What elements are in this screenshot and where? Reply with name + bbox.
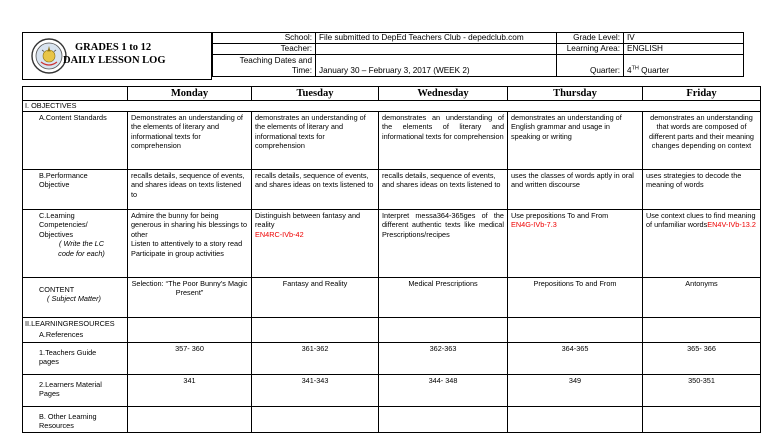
day-tuesday: Tuesday [252,87,379,101]
objectives-heading-row [23,101,761,112]
performance-label-1: B.Performance [39,170,88,180]
lm-friday: 350-351 [643,374,761,406]
day-wednesday: Wednesday [379,87,508,101]
teacher-label: Teacher: [213,44,316,55]
tg-label-1: 1.Teachers Guide [39,347,97,357]
other-label [23,406,128,432]
quarter-label: Quarter: [557,55,624,77]
lc-tuesday-text: Distinguish between fantasy and reality [255,210,361,229]
content-row [23,277,761,317]
dates-label [213,55,316,77]
performance-label-2: Objective [39,180,70,189]
lc-thursday-code: EN4G-IVb-7.3 [511,220,557,229]
area-value: ENGLISH [624,44,744,55]
cs-wednesday: demonstrates an understanding of the elements of literary and informational texts for comprehension [379,111,508,169]
dates-label-line1: Teaching Dates and [239,55,312,65]
objectives-heading: I. OBJECTIVES [23,101,761,112]
dates-value: January 30 – February 3, 2017 (WEEK 2) [316,55,557,77]
lesson-log-table [22,86,761,433]
lm-label-2: Pages [39,389,60,398]
lc-friday [643,209,761,277]
day-friday: Friday [643,87,761,101]
lm-label [23,374,128,406]
logo-title-box [22,32,212,80]
po-monday: recalls details, sequence of events, and shares ideas on texts listened to [128,169,252,209]
title-dll: DAILY LESSON LOG [63,55,166,66]
lm-label-1: 2.Learners Material [39,379,102,389]
lc-thursday-text: Use prepositions To and From [511,210,609,220]
school-value: File submitted to DepEd Teachers Club - depedclub.com [316,33,557,44]
cs-friday: demonstrates an understanding that words are composed of different parts and their meaning changes depending on context [643,111,761,169]
area-label: Learning Area: [557,44,624,55]
cs-thursday: demonstrates an understanding of English grammar and usage in speaking or writing [508,111,643,169]
lm-wednesday: 344- 348 [379,374,508,406]
competencies-label-3: Objectives [39,229,74,239]
po-tuesday: recalls details, sequence of events, and shares ideas on texts listened to [252,169,379,209]
lc-monday-3: Participate in group activities [131,248,224,258]
lc-friday-code: EN4V-IVb-13.2 [707,220,756,229]
po-friday: uses strategies to decode the meaning of words [643,169,761,209]
content-standards-label: A.Content Standards [23,111,128,169]
competencies-label-2: Competencies/ [39,220,88,229]
tg-friday: 365- 366 [643,342,761,374]
lc-tuesday [252,209,379,277]
lc-thursday [508,209,643,277]
tg-thursday: 364-365 [508,342,643,374]
header-block [22,32,760,80]
dates-label-line2: Time: [291,65,312,75]
tg-tuesday: 361-362 [252,342,379,374]
lm-thursday: 349 [508,374,643,406]
po-wednesday: recalls details, sequence of events, and shares ideas on texts listened to [379,169,508,209]
competencies-label-4: ( Write the LC [58,239,104,248]
competencies-label [23,209,128,277]
lm-monday: 341 [128,374,252,406]
learners-material-row [23,374,761,406]
lc-wednesday: Interpret messa364-365ges of the different authentic texts like medical Prescriptions/recipes [379,209,508,277]
lc-tuesday-code: EN4RC-IVb-42 [255,229,304,239]
title-grades: GRADES 1 to 12 [75,42,152,53]
lc-friday-text: Use context clues to find meaning of unfamiliar words [646,210,756,229]
info-table [212,32,744,77]
quarter-sup: TH [631,65,639,72]
cs-tuesday: demonstrates an understanding of the elements of literary and informational texts for comprehension [252,111,379,169]
content-label-main: CONTENT [39,284,75,294]
content-tuesday: Fantasy and Reality [252,277,379,317]
content-friday: Antonyms [643,277,761,317]
references-label: A.References [39,330,84,339]
content-wednesday: Medical Prescriptions [379,277,508,317]
quarter-word: Quarter [638,66,669,75]
other-label-1: B. Other Learning [39,411,97,421]
po-thursday: uses the classes of words aptly in oral and written discourse [508,169,643,209]
other-label-2: Resources [39,421,74,430]
performance-row [23,169,761,209]
content-thursday: Prepositions To and From [508,277,643,317]
teachers-guide-row [23,342,761,374]
content-label-sub: ( Subject Matter) [47,294,101,303]
tg-wednesday: 362-363 [379,342,508,374]
resources-heading-row [23,317,761,342]
content-standards-row [23,111,761,169]
lm-tuesday: 341-343 [252,374,379,406]
quarter-value [624,55,744,77]
lc-monday-1: Admire the bunny for being generous in sharing his blessings to other [131,210,248,239]
teacher-value [316,44,557,55]
content-label [23,277,128,317]
competencies-row [23,209,761,277]
content-monday: Selection: “The Poor Bunny’s Magic Present” [128,277,252,317]
quarter-num: 4 [627,66,632,75]
day-thursday: Thursday [508,87,643,101]
day-header-row [23,87,761,101]
grade-label: Grade Level: [557,33,624,44]
deped-seal-icon [31,38,67,74]
cs-monday: Demonstrates an understanding of the elements of literary and informational texts for comprehension [128,111,252,169]
grade-value: IV [624,33,744,44]
school-label: School: [213,33,316,44]
other-resources-row [23,406,761,432]
lc-monday [128,209,252,277]
lc-monday-2: Listen to attentively to a story read [131,239,243,248]
tg-label-2: pages [39,357,59,366]
tg-monday: 357- 360 [128,342,252,374]
tg-label [23,342,128,374]
day-monday: Monday [128,87,252,101]
resources-heading-text: II.LEARNINGRESOURCES [25,318,115,328]
competencies-label-1: C.Learning [39,210,75,220]
competencies-label-5: code for each) [58,248,105,258]
resources-heading [23,317,128,342]
performance-label [23,169,128,209]
